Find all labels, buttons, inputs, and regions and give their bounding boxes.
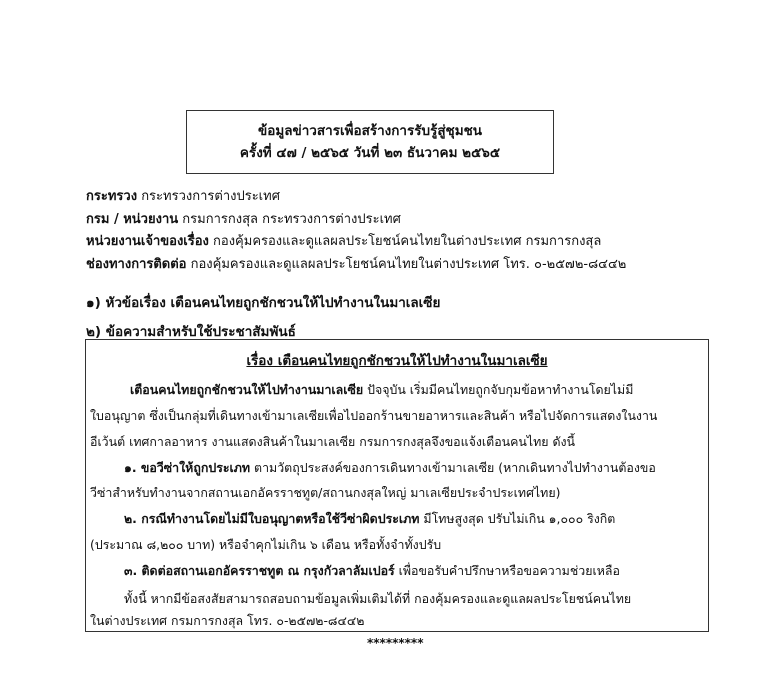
item-2-rest: มีโทษสูงสุด ปรับไม่เกิน ๑,๐๐๐ ริงกิต — [419, 511, 616, 526]
meta-department-label: กรม / หน่วยงาน — [86, 211, 179, 227]
closing-line-2: ในต่างประเทศ กรมการกงสุล โทร. ๐-๒๕๗๒-๘๔๔๒ — [90, 613, 365, 628]
item-2-line-1 — [124, 508, 615, 531]
meta-contact-value: กองคุ้มครองและดูแลผลประโยชน์คนไทยในต่างประเทศ โทร. ๐-๒๕๗๒-๘๔๔๒ — [190, 256, 627, 272]
document-header-box — [186, 110, 554, 174]
item-2-line-2: (ประมาณ ๘,๒๐๐ บาท) หรือจำคุกไม่เกิน ๖ เดือน หรือทั้งจำทั้งปรับ — [90, 537, 442, 552]
intro-line-2: ใบอนุญาต ซึ่งเป็นกลุ่มที่เดินทางเข้ามาเลเซียเพื่อไปออกร้านขายอาหารและสินค้า หรือไปจัดการแสดงในงาน — [90, 408, 658, 423]
meta-department-value: กรมการกงสุล กระทรวงการต่างประเทศ — [182, 211, 401, 227]
meta-owner-row — [86, 231, 626, 254]
end-of-document-marker: ********* — [367, 636, 424, 650]
document-meta — [86, 186, 626, 276]
meta-owner-value: กองคุ้มครองและดูแลผลประโยชน์คนไทยในต่างประเทศ กรมการกงสุล — [213, 234, 602, 249]
intro-rest: ปัจจุบัน เริ่มมีคนไทยถูกจับกุมข้อหาทำงานโดยไม่มี — [363, 382, 634, 397]
meta-owner-label: หน่วยงานเจ้าของเรื่อง — [86, 234, 209, 249]
item-3-rest: เพื่อขอรับคำปรึกษาหรือขอความช่วยเหลือ — [394, 563, 620, 578]
item-1-line-1 — [124, 457, 656, 480]
section-topic-value: เตือนคนไทยถูกชักชวนให้ไปทำงานในมาเลเซีย — [170, 295, 441, 311]
closing-line-1: ทั้งนี้ หากมีข้อสงสัยสามารถสอบถามข้อมูลเพิ่มเติมได้ที่ กองคุ้มครองและดูแลผลประโยชน์คนไทย — [124, 591, 632, 606]
item-3-line-1 — [124, 560, 620, 583]
section-topic-label: ๑) หัวข้อเรื่อง — [86, 295, 166, 311]
intro-line-1 — [130, 379, 633, 402]
header-title: ข้อมูลข่าวสารเพื่อสร้างการรับรู้สู่ชุมชน — [257, 123, 483, 139]
item-1-bold: ๑. ขอวีซ่าให้ถูกประเภท — [124, 460, 251, 475]
header-issue-date: ครั้งที่ ๔๗ / ๒๕๖๕ วันที่ ๒๓ ธันวาคม ๒๕๖๕ — [239, 145, 501, 161]
meta-contact-label: ช่องทางการติดต่อ — [86, 256, 187, 272]
intro-bold: เตือนคนไทยถูกชักชวนให้ไปทำงานมาเลเซีย — [130, 382, 364, 397]
item-1-rest: ตามวัตถุประสงค์ของการเดินทางเข้ามาเลเซีย (หากเดินทางไปทำงานต้องขอ — [250, 460, 656, 475]
meta-contact-row — [86, 254, 626, 277]
pr-message-box — [85, 339, 709, 632]
item-2-bold: ๒. กรณีทำงานโดยไม่มีใบอนุญาตหรือใช้วีซ่าผิดประเภท — [124, 511, 420, 526]
meta-ministry-value: กระทรวงการต่างประเทศ — [141, 189, 280, 204]
meta-ministry-row — [86, 186, 626, 209]
intro-line-3: อีเว้นต์ เทศกาลอาหาร งานแสดงสินค้าในมาเลเซีย กรมการกงสุลจึงขอแจ้งเตือนคนไทย ดังนี้ — [90, 434, 576, 449]
meta-ministry-label: กระทรวง — [86, 189, 138, 204]
item-3-bold: ๓. ติดต่อสถานเอกอัครราชทูต ณ กรุงกัวลาลัมเปอร์ — [124, 563, 395, 578]
section-topic — [86, 291, 440, 313]
section-pr-message-label: ๒) ข้อความสำหรับใช้ประชาสัมพันธ์ — [86, 324, 296, 340]
pr-message-title: เรื่อง เตือนคนไทยถูกชักชวนให้ไปทำงานในมาเลเซีย — [246, 353, 548, 369]
meta-department-row — [86, 209, 626, 232]
item-1-line-2: วีซ่าสำหรับทำงานจากสถานเอกอัครราชทูต/สถานกงสุลใหญ่ มาเลเซียประจำประเทศไทย) — [90, 485, 561, 500]
